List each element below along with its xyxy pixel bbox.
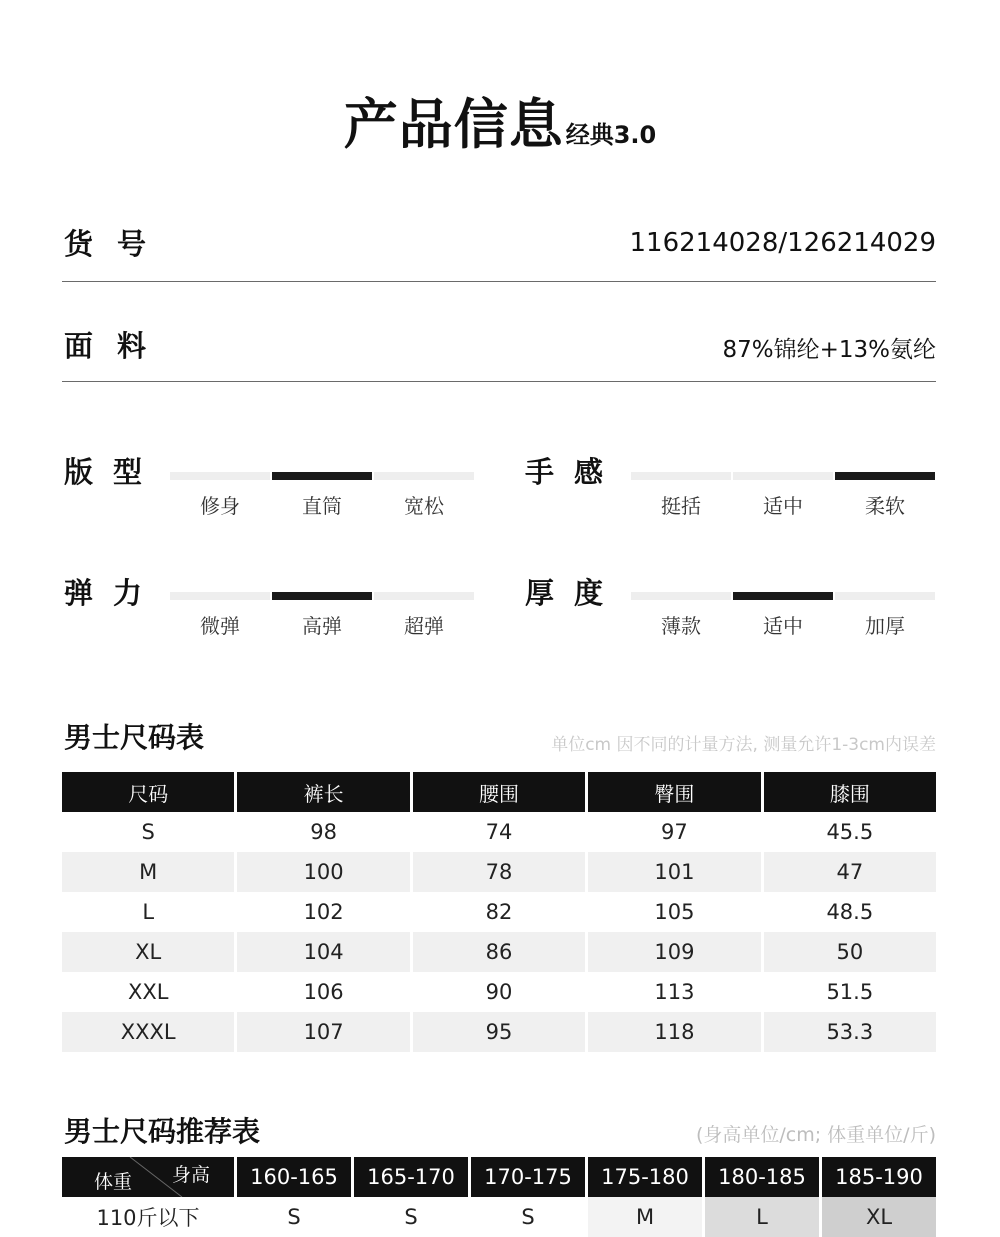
column-header-height: 180-185 [705, 1157, 819, 1197]
table-cell: 105 [654, 900, 695, 924]
recommend-table [62, 1157, 936, 1237]
table-row [62, 1012, 936, 1052]
table-row [62, 972, 936, 1012]
table-cell: L [142, 900, 155, 924]
fit-option-slim: 修身 [200, 494, 240, 518]
table-cell: 101 [588, 852, 760, 892]
thickness-segment-medium [733, 592, 833, 600]
fit-segment-slim [170, 472, 270, 480]
table-cell: S [404, 1205, 418, 1229]
divider [62, 381, 936, 382]
thickness-option-thin: 薄款 [661, 614, 701, 638]
fit-option-straight: 直筒 [302, 494, 342, 518]
height-axis-label: 身高 [171, 1164, 210, 1186]
column-header-height: 185-190 [822, 1157, 936, 1197]
table-row [62, 812, 936, 852]
size-chart-title: 男士尺码表 [64, 721, 205, 754]
table-cell: M [588, 1197, 702, 1237]
column-header-height: 165-170 [354, 1157, 468, 1197]
table-cell: 74 [485, 820, 513, 844]
column-header-height: 175-180 [588, 1157, 702, 1197]
table-cell: 106 [303, 980, 344, 1004]
table-cell: 98 [310, 820, 337, 844]
table-row [62, 852, 936, 892]
recommend-chart-note: (身高单位/cm; 体重单位/斤) [695, 1124, 936, 1146]
elasticity-option-light: 微弹 [200, 614, 240, 638]
table-cell: 45.5 [826, 820, 874, 844]
elasticity-option-high: 高弹 [302, 614, 342, 638]
size-chart-note: 单位cm 因不同的计量方法, 测量允许1-3cm内误差 [551, 735, 936, 755]
table-cell: 109 [588, 932, 760, 972]
weight-row-label: 110斤以下 [96, 1206, 200, 1230]
fit-segment-loose [374, 472, 474, 480]
title-main: 产品信息 [343, 93, 564, 156]
column-header-waist: 腰围 [413, 772, 585, 812]
table-cell: 95 [413, 1012, 585, 1052]
thickness-option-medium: 适中 [763, 614, 803, 638]
column-header-length: 裤长 [237, 772, 409, 812]
table-header-row [62, 772, 936, 812]
item-number-value: 116214028/126214029 [629, 228, 936, 258]
feel-segment-stiff [631, 472, 731, 480]
table-row [62, 932, 936, 972]
table-cell: 113 [654, 980, 695, 1004]
table-header-row [62, 1157, 936, 1197]
fit-label: 版型 [64, 455, 163, 489]
feel-option-stiff: 挺括 [661, 494, 701, 518]
thickness-label: 厚度 [525, 576, 624, 610]
table-cell: 102 [303, 900, 344, 924]
table-cell: 90 [485, 980, 513, 1004]
item-number-label: 货号 [64, 227, 171, 261]
column-header-size: 尺码 [62, 772, 234, 812]
table-cell: 104 [237, 932, 409, 972]
elasticity-segment-super [374, 592, 474, 600]
table-cell: 51.5 [826, 980, 874, 1004]
fabric-value: 87%锦纶+13%氨纶 [722, 337, 936, 363]
table-cell: XXL [127, 980, 169, 1004]
table-cell: 100 [237, 852, 409, 892]
elasticity-segment-high [272, 592, 372, 600]
table-cell: 48.5 [826, 900, 874, 924]
corner-header [62, 1157, 234, 1197]
thickness-segment-thin [631, 592, 731, 600]
table-cell: XL [822, 1197, 936, 1237]
recommend-chart-title: 男士尺码推荐表 [64, 1115, 261, 1148]
table-cell: S [287, 1205, 301, 1229]
table-cell: S [141, 820, 155, 844]
table-cell: 78 [413, 852, 585, 892]
table-row [62, 1197, 936, 1237]
feel-segment-soft [835, 472, 935, 480]
table-cell: L [705, 1197, 819, 1237]
feel-option-soft: 柔软 [865, 494, 905, 518]
table-cell: 97 [661, 820, 688, 844]
feel-segment-medium [733, 472, 833, 480]
table-cell: XXXL [62, 1012, 234, 1052]
table-cell: S [521, 1205, 535, 1229]
fit-segment-straight [272, 472, 372, 480]
feel-option-medium: 适中 [763, 494, 803, 518]
table-cell: 47 [764, 852, 936, 892]
feel-label: 手感 [525, 455, 624, 489]
title-sub: 经典3.0 [565, 121, 657, 149]
elasticity-segment-light [170, 592, 270, 600]
column-header-height: 160-165 [237, 1157, 351, 1197]
table-cell: 118 [588, 1012, 760, 1052]
table-cell: 107 [237, 1012, 409, 1052]
table-cell: M [62, 852, 234, 892]
weight-axis-label: 体重 [94, 1171, 133, 1193]
fit-option-loose: 宽松 [404, 494, 444, 518]
table-cell: 50 [764, 932, 936, 972]
page-title [0, 82, 1000, 159]
table-cell: 53.3 [764, 1012, 936, 1052]
column-header-hip: 臀围 [588, 772, 760, 812]
column-header-knee: 膝围 [764, 772, 936, 812]
size-table [62, 772, 936, 1052]
thickness-segment-thick [835, 592, 935, 600]
fabric-label: 面料 [64, 329, 171, 363]
divider [62, 281, 936, 282]
elasticity-label: 弹力 [64, 576, 163, 610]
elasticity-option-super: 超弹 [404, 614, 444, 638]
thickness-option-thick: 加厚 [865, 614, 905, 638]
table-cell: XL [62, 932, 234, 972]
table-cell: 82 [485, 900, 513, 924]
table-row [62, 892, 936, 932]
column-header-height: 170-175 [471, 1157, 585, 1197]
table-cell: 86 [413, 932, 585, 972]
